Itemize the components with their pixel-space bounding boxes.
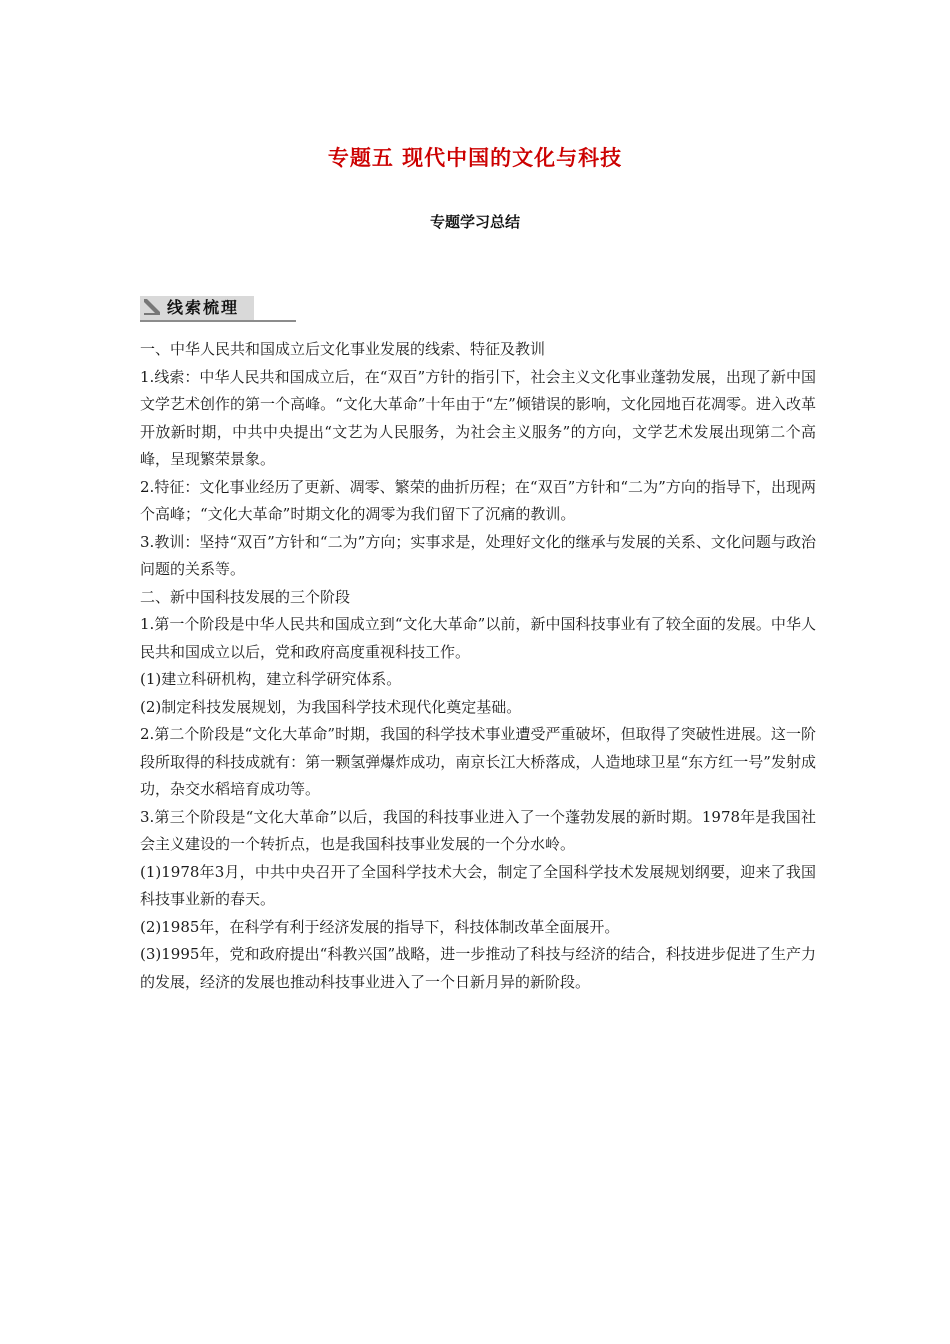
paragraph-stage-one: 1.第一个阶段是中华人民共和国成立到“文化大革命”以前，新中国科技事业有了较全面的发展。中华人民共和国成立以后，党和政府高度重视科技工作。 <box>140 615 816 661</box>
heading-science: 二、新中国科技发展的三个阶段 <box>140 587 351 606</box>
list-item: (1)1978年3月，中共中央召开了全国科学技术大会，制定了全国科学技术发展规划纲要，迎来了我国科技事业新的春天。 <box>140 862 816 908</box>
section-header <box>140 296 296 324</box>
paragraph-lesson: 3.教训：坚持“双百”方针和“二为”方向；实事求是，处理好文化的继承与发展的关系、文化问题与政治问题的关系等。 <box>140 532 816 578</box>
slash-icon <box>143 298 161 316</box>
paragraph-stage-three: 3.第三个阶段是“文化大革命”以后，我国的科技事业进入了一个蓬勃发展的新时期。1978年是我国社会主义建设的一个转折点，也是我国科技事业发展的一个分水岭。 <box>140 807 816 853</box>
heading-culture: 一、中华人民共和国成立后文化事业发展的线索、特征及教训 <box>140 340 546 358</box>
paragraph-clue: 1.线索：中华人民共和国成立后，在“双百”方针的指引下，社会主义文化事业蓬勃发展，出现了新中国文学艺术创作的第一个高峰。“文化大革命”十年由于“左”倾错误的影响，文化园地百花凋零。进入改革开放新时期，中共中央提出“文艺为人民服务，为社会主义服务”的方向，文学艺术发展出现第二个高峰，呈现繁荣景象。 <box>140 367 816 468</box>
paragraph-stage-two: 2.第二个阶段是“文化大革命”时期，我国的科学技术事业遭受严重破坏，但取得了突破性进展。这一阶段所取得的科技成就有：第一颗氢弹爆炸成功，南京长江大桥落成，人造地球卫星“东方红一号”发射成功，杂交水稻培育成功等。 <box>140 725 816 798</box>
page-title: 专题五 现代中国的文化与科技 <box>327 146 623 170</box>
section-rule <box>140 320 296 322</box>
list-item: (2)制定科技发展规划，为我国科学技术现代化奠定基础。 <box>140 697 522 716</box>
paragraph-feature: 2.特征：文化事业经历了更新、凋零、繁荣的曲折历程；在“双百”方针和“二为”方向的指导下，出现两个高峰；“文化大革命”时期文化的凋零为我们留下了沉痛的教训。 <box>140 477 816 523</box>
page-subtitle: 专题学习总结 <box>429 213 520 231</box>
list-item: (2)1985年，在科学有利于经济发展的指导下，科技体制改革全面展开。 <box>140 917 620 936</box>
section-label: 线索梳理 <box>167 298 240 317</box>
list-item: (3)1995年，党和政府提出“科教兴国”战略，进一步推动了科技与经济的结合，科技进步促进了生产力的发展，经济的发展也推动科技事业进入了一个日新月异的新阶段。 <box>140 945 816 991</box>
document-body <box>140 336 816 996</box>
list-item: (1)建立科研机构，建立科学研究体系。 <box>140 670 402 688</box>
